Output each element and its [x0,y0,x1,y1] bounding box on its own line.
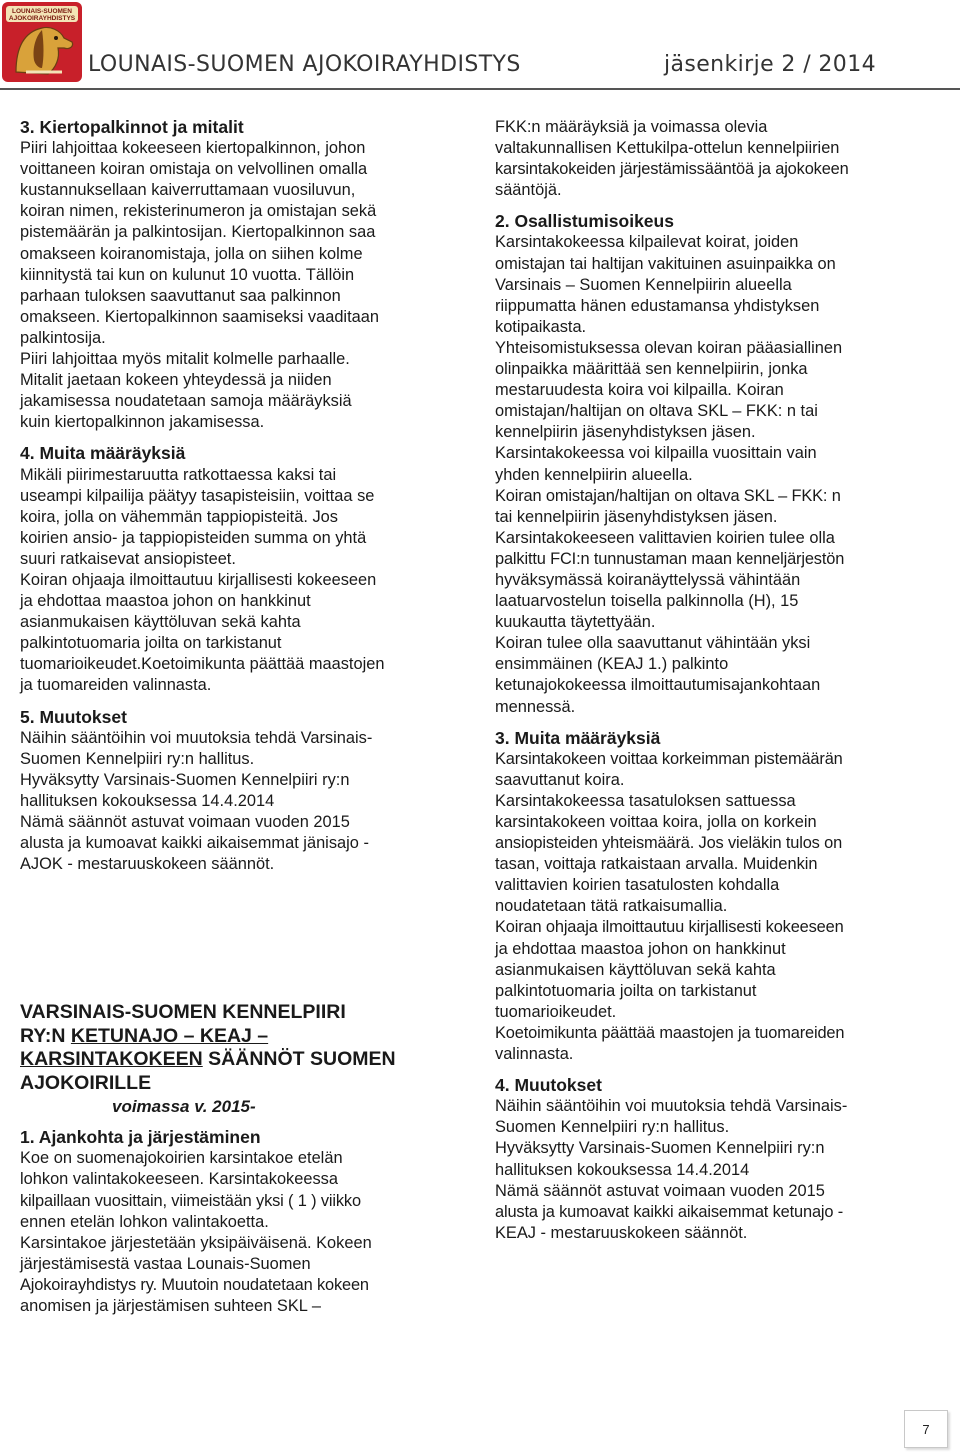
text-line: kuin kiertopalkinnon jakamisessa. [20,413,265,432]
text-line: tuomarioikeudet. [495,1002,617,1021]
text-line: ja tuomareiden valinnasta. [20,676,212,695]
text-line: kiinnitystä tai kun on kulunut 10 vuotta. Tällöin [20,265,355,284]
rules-title [20,1001,460,1095]
text-line: Mikäli piirimestaruutta ratkottaessa kaksi tai [20,465,337,484]
text-line: Koetoimikunta päättää maastojen ja tuomareiden [495,1023,845,1042]
text-line: palkittu FCI:n tunnustaman maan kenneljärjestön [495,549,845,568]
text-line: asianmukaisen käyttöluvan sekä kahta [495,960,776,979]
text-line: kilpaillaan vuosittain, viimeistään yksi ( 1 ) viikko [20,1191,361,1210]
text-line: Nämä säännöt astuvat voimaan vuoden 2015 [20,813,350,831]
section-heading: 3. Muita määräyksiä [495,727,661,748]
rules-title-line [20,1048,460,1072]
page-header [0,0,960,90]
logo-text-bottom: AJOKOIRAYHDISTYS [8,15,76,22]
text-line: mestaruudesta koira voi kilpailla. Koiran [495,381,784,400]
text-line: ja ehdottaa maastoa johon on hankkinut [495,939,786,958]
text-line: Koe on suomenajokoirien karsintakoe etelän [20,1149,343,1168]
association-logo [2,2,82,82]
text-line: olinpaikka määrittää sen kennelpiirin, jonka [495,360,808,379]
rules-title-part: SÄÄNNÖT SUOMEN [202,1048,396,1071]
text-line: alusta ja kumoavat kaikki aikaisemmat ketunajo - [495,1202,844,1221]
rules-title-line [20,1025,460,1049]
text-line: hallituksen kokouksessa 14.4.2014 [495,1160,750,1179]
text-line: palkintotuomaria joilta on tarkistanut [20,634,282,653]
text-line: Varsinais – Suomen Kennelpiirin alueella [495,275,792,294]
text-line: palkintosija. [20,328,106,347]
text-line: omistajan tai haltijan vakituinen asuinpaikka on [495,254,836,273]
text-line: Koiran ohjaaja ilmoittautuu kirjallisesti kokeeseen [495,918,844,937]
text-line: koiran nimen, rekisterinumeron ja omistajan sekä [20,202,377,221]
text-line: järjestämisestä vastaa Lounais-Suomen [20,1254,311,1273]
text-line: Hyväksytty Varsinais-Suomen Kennelpiiri ry:n [495,1139,825,1158]
section-heading: 4. Muita määräyksiä [20,443,186,464]
text-line: ennen etelän lohkon valintakoetta. [20,1212,269,1231]
text-line: lohkon valintakokeeseen. Karsintakokeessa [20,1170,338,1189]
text-line: Karsintakokeeseen valittavien koirien tulee olla [495,528,835,547]
text-line: AJOK - mestaruuskokeen säännöt. [20,855,275,874]
text-line: Hyväksytty Varsinais-Suomen Kennelpiiri ry:n [20,770,350,789]
rules-title-underlined: KARSINTAKOKEEN [20,1048,203,1071]
text-line: ansiopisteiden yhteismäärä. Jos vieläkin tulos on [495,834,843,853]
text-line: parhaan tuloksen saavuttanut saa palkinnon [20,286,341,305]
text-line: Suomen Kennelpiiri ry:n hallitus. [495,1118,730,1137]
text-line: tai kennelpiirin jäsenyhdistyksen jäsen. [495,507,778,526]
text-line: ja ehdottaa maastoa johon on hankkinut [20,592,311,611]
text-line: omistajan/haltijan on oltava SKL – FKK: n tai [495,402,818,421]
text-line: valtakunnallisen Kettukilpa-ottelun kennelpiirien [495,139,840,158]
text-line: Yhteisomistuksessa olevan koiran pääasiallinen [495,338,843,357]
page-number: 7 [904,1410,948,1448]
section-heading: 5. Muutokset [20,706,127,727]
text-line: kennelpiirin jäsenyhdistyksen jäsen. [495,423,756,442]
text-line: Näihin sääntöihin voi muutoksia tehdä Varsinais- [495,1097,848,1116]
text-line: jakamisessa noudatetaan samoja määräyksiä [20,392,352,411]
text-line: ensimmäinen (KEAJ 1.) palkinto [495,655,729,674]
text-line: sääntöjä. [495,181,562,200]
text-line: hyväksymässä koiranäyttelyssä vähintään [495,570,801,589]
text-line: karsintakokeen voittaa koira, jolla on korkein [495,813,817,831]
text-line: hallituksen kokouksessa 14.4.2014 [20,791,275,810]
text-line: yhden kennelpiirin alueella. [495,465,693,484]
text-line: valinnasta. [495,1045,574,1064]
text-line: mennessä. [495,697,576,716]
section-heading: 2. Osallistumisoikeus [495,211,674,232]
text-line: Piiri lahjoittaa kokeeseen kiertopalkinnon, johon [20,139,366,158]
logo-text-top: LOUNAIS-SUOMEN [12,8,72,15]
text-line: Näihin sääntöihin voi muutoksia tehdä Varsinais- [20,728,373,747]
section-heading: 1. Ajankohta ja järjestäminen [20,1127,261,1148]
text-line: Ajokoirayhdistys ry. Muutoin noudatetaan kokeen [20,1275,369,1294]
text-line: Piiri lahjoittaa myös mitalit kolmelle parhaalle. [20,350,350,369]
section-heading: 3. Kiertopalkinnot ja mitalit [20,117,244,137]
text-line: Koiran omistajan/haltijan on oltava SKL – FKK: n [495,486,841,505]
text-line: Koiran tulee olla saavuttanut vähintään yksi [495,634,811,653]
text-line: KEAJ - mestaruuskokeen säännöt. [495,1223,748,1242]
text-line: koirien ansio- ja tappiopisteiden summa on yhtä [20,528,367,547]
text-line: omakseen koiranomistaja, jolla on siihen kolme [20,244,363,263]
text-line: Koiran ohjaaja ilmoittautuu kirjallisesti kokeeseen [20,570,377,589]
text-line: Karsintakokeessa kilpailevat koirat, joiden [495,233,799,252]
text-line: Karsintakokeessa tasatuloksen sattuessa [495,791,796,810]
text-line: Karsintakokeen voittaa korkeimman pistemäärän [495,749,843,768]
text-line: Karsintakoe järjestetään yksipäiväisenä. Kokeen [20,1233,372,1252]
text-line: tasan, voittaja ratkaistaan arvalla. Muidenkin [495,855,818,874]
text-line: pistemäärän ja palkintosijan. Kiertopalkinnon saa [20,223,376,242]
text-line: tuomarioikeudet.Koetoimikunta päättää maastojen [20,655,385,674]
text-line: riippumatta hänen edustamansa yhdistyksen [495,296,820,315]
text-line: asianmukaisen käyttöluvan sekä kahta [20,613,301,632]
text-line: Mitalit jaetaan kokeen yhteydessä ja niiden [20,371,332,390]
text-line: suuri ratkaisevat ansiopisteet. [20,549,236,568]
rules-validity: voimassa v. 2015- [112,1097,256,1117]
text-line: palkintotuomaria joilta on tarkistanut [495,981,757,1000]
text-line: alusta ja kumoavat kaikki aikaisemmat jänisajo - [20,834,369,853]
rules-title-line: AJOKOIRILLE [20,1071,152,1094]
issue-label: jäsenkirje 2 / 2014 [663,52,876,77]
section-heading: 4. Muutokset [495,1075,602,1096]
rules-title-underlined: KETUNAJO – KEAJ – [70,1024,269,1047]
text-line: kustannuksellaan kaiverruttamaan vuosiluvun, [20,181,356,200]
text-line: Karsintakokeessa voi kilpailla vuosittain vain [495,444,817,463]
rules-title-line: VARSINAIS-SUOMEN KENNELPIIRI [20,1001,346,1024]
text-line: laatuarvostelun toisella palkinnolla (H), 15 [495,592,799,611]
right-column [495,117,935,1244]
text-line: saavuttanut koira. [495,770,625,789]
header-rule [0,88,960,90]
text-line: Nämä säännöt astuvat voimaan vuoden 2015 [495,1181,825,1200]
left-column [20,117,460,1317]
text-line: anomisen ja järjestämisen suhteen SKL – [20,1297,321,1316]
text-line: karsintakokeiden järjestämissääntöä ja ajokokeen [495,160,849,179]
text-line: useampi kilpailija päätyy tasapisteisiin, voittaa se [20,486,375,505]
text-line: valittavien koirien tasatulosten kohdalla [495,876,780,895]
text-line: kotipaikasta. [495,317,587,336]
text-line: voittaneen koiran omistaja on velvollinen omalla [20,160,368,179]
organization-name: LOUNAIS-SUOMEN AJOKOIRAYHDISTYS [88,52,521,77]
text-line: noudatetaan tätä ratkaisumallia. [495,897,728,916]
text-line: ketunajokokeessa ilmoittautumisajankohtaan [495,676,821,695]
text-line: kuukautta täytettyään. [495,613,656,632]
rules-title-part: RY:N [20,1024,71,1047]
text-line: Suomen Kennelpiiri ry:n hallitus. [20,749,255,768]
text-line: omakseen. Kiertopalkinnon saamiseksi vaaditaan [20,307,379,326]
text-line: FKK:n määräyksiä ja voimassa olevia [495,118,768,136]
text-line: koira, jolla on vähemmän tappiopisteitä. Jos [20,507,338,526]
